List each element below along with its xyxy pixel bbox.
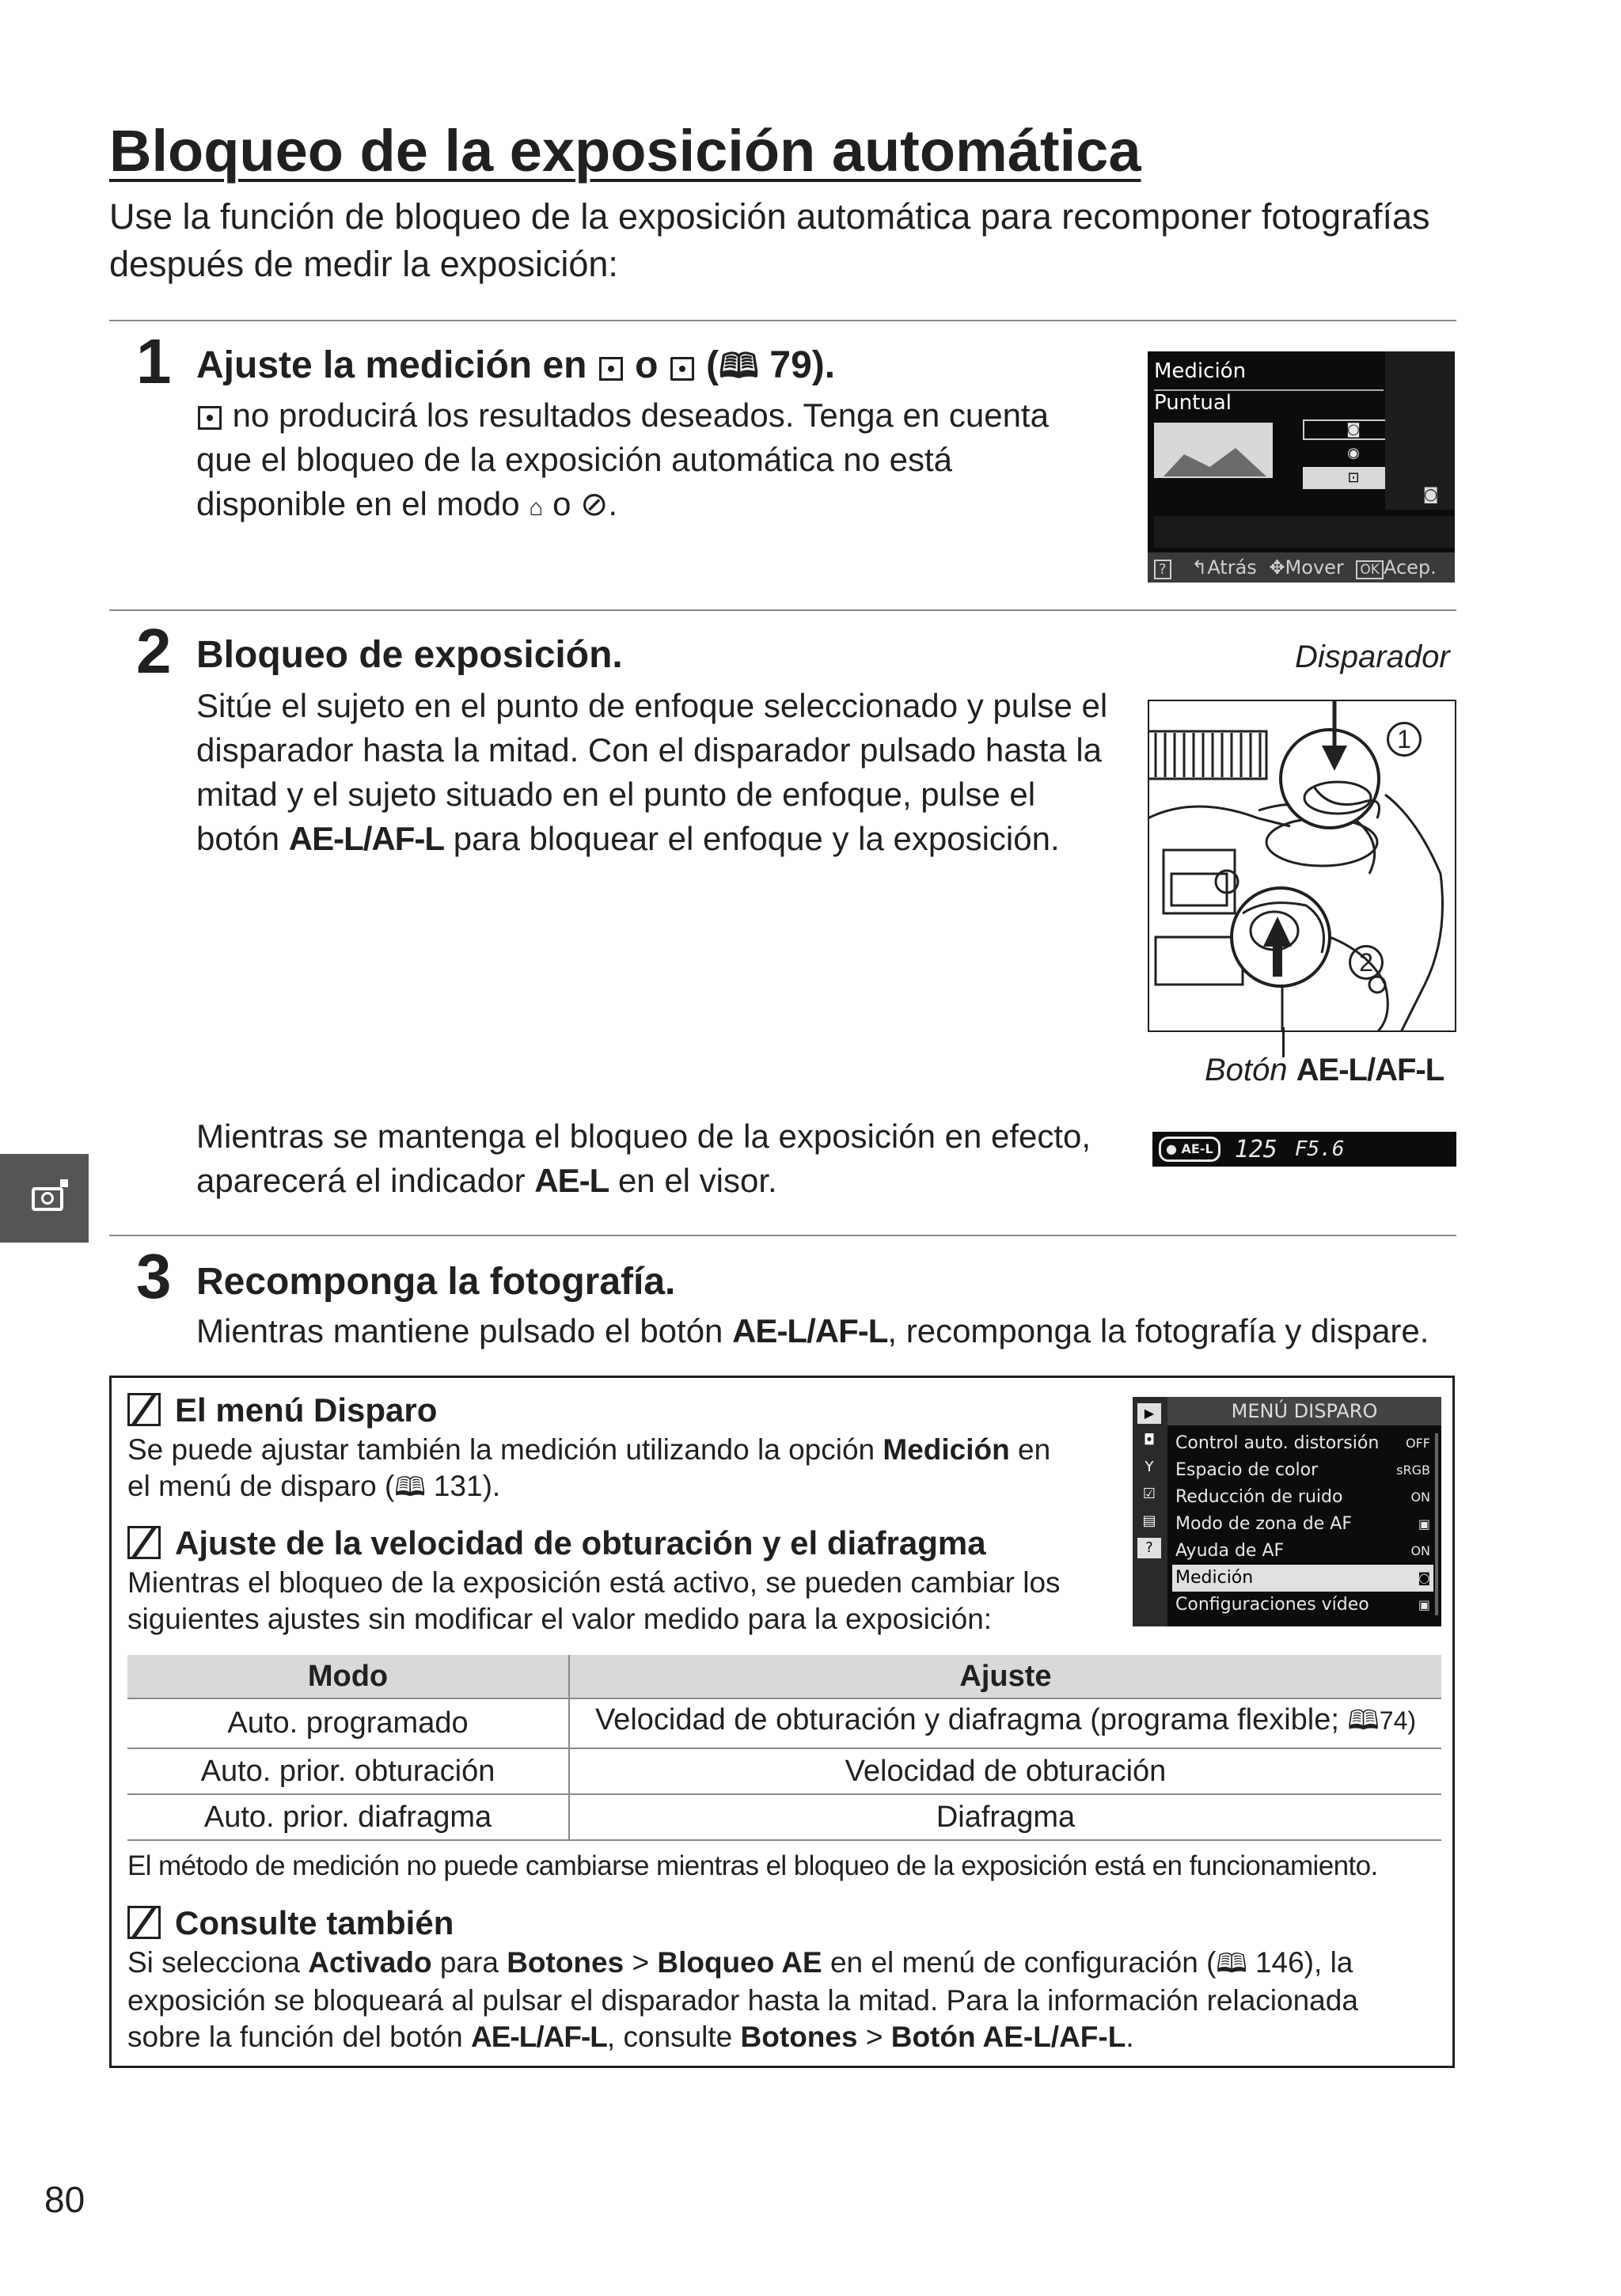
book-icon: 🕮 <box>719 347 760 385</box>
table-cell-mode: Auto. prior. diafragma <box>127 1794 569 1840</box>
callout-2: 2 <box>1349 945 1384 980</box>
see-also-heading <box>127 1903 454 1943</box>
menu-item-label: Modo de zona de AF <box>1175 1514 1352 1534</box>
menu-item-label: Reducción de ruido <box>1175 1487 1343 1507</box>
step-1-heading-ref: 79). <box>769 344 836 386</box>
step-2-after-line2: aparecerá el indicador <box>196 1162 526 1199</box>
note-menu-text-post: en <box>1018 1433 1051 1466</box>
table-cell-mode: Auto. programado <box>127 1698 569 1748</box>
sparkle-icon <box>60 1179 68 1187</box>
book-icon: 🕮 <box>394 1473 426 1502</box>
flash-off-icon: ⊘ <box>580 485 609 522</box>
see-also-l3b: AE-L/AF-L <box>471 2021 607 2053</box>
menu-tab-column <box>1133 1397 1167 1626</box>
see-also-l3f: Botón AE-L/AF-L <box>890 2021 1126 2053</box>
table-row <box>127 1794 1441 1840</box>
auto-mode-icon: ⌂ <box>529 495 544 521</box>
shutter-speed-readout: 125 <box>1234 1135 1277 1163</box>
callout-1: 1 <box>1387 722 1422 757</box>
note-speed-line1: Mientras el bloqueo de la exposición está activo, se pueden cambiar los <box>127 1566 1061 1599</box>
table-cell-mode: Auto. prior. obturación <box>127 1748 569 1794</box>
menu-item-value: ◙ <box>1418 1570 1430 1585</box>
see-also-l1g: en el menú de configuración ( <box>829 1946 1217 1979</box>
step-2-body-line1: Sitúe el sujeto en el punto de enfoque seleccionado y pulse el <box>196 687 1108 724</box>
ae-l-button-label <box>1205 1053 1444 1088</box>
menu-item-value: OFF <box>1406 1436 1430 1451</box>
menu-item-value: sRGB <box>1396 1463 1430 1478</box>
menu-item[interactable] <box>1172 1592 1433 1619</box>
ae-l-af-l-label: AE-L/AF-L <box>732 1312 888 1349</box>
ae-l-badge: ● AE-L <box>1159 1137 1220 1162</box>
back-icon: ↰ <box>1191 556 1208 579</box>
step-2-body-line3: mitad y el sujeto situado en el punto de enfoque, pulse el <box>196 776 1036 813</box>
menu-item[interactable] <box>1172 1457 1433 1484</box>
see-also-l1a: Si selecciona <box>127 1946 301 1979</box>
footer-back: Atrás <box>1207 556 1257 579</box>
step-1-heading-text: Ajuste la medición en <box>196 344 587 386</box>
step-3-body <box>196 1309 1429 1353</box>
step-2-number: 2 <box>136 616 172 686</box>
book-icon: 🕮 <box>1216 1949 1247 1979</box>
step-3-body-post: , recomponga la fotografía y dispare. <box>887 1312 1429 1349</box>
table-header-row <box>127 1655 1441 1698</box>
step-2-after-line1: Mientras se mantenga el bloqueo de la exposición en efecto, <box>196 1118 1091 1155</box>
ok-icon: OK <box>1356 560 1384 579</box>
step-2-body-line4: botón <box>196 820 280 857</box>
spot-option-selected[interactable]: ⊡ <box>1303 467 1404 489</box>
step-3-body-pre: Mientras mantiene pulsado el botón <box>196 1312 723 1349</box>
menu-item-selected[interactable] <box>1172 1565 1433 1592</box>
step-2-after-text <box>196 1114 1130 1203</box>
help-icon: ? <box>1154 560 1171 579</box>
menu-item-label: Configuraciones vídeo <box>1175 1595 1369 1615</box>
step-1-body-line2: que el bloqueo de la exposición automática no está <box>196 441 953 478</box>
table-header-setting: Ajuste <box>569 1655 1441 1698</box>
shooting-menu-icon[interactable]: ◘ <box>1143 1432 1156 1448</box>
menu-item-value: ON <box>1410 1490 1430 1505</box>
spot-metering-icon <box>670 357 694 381</box>
table-cell-setting: Diafragma <box>936 1800 1076 1834</box>
see-also-l3d: Botones <box>740 2021 858 2053</box>
note-menu-text-l2: el menú de disparo ( <box>127 1470 395 1502</box>
note-speed-line2: siguientes ajustes sin modificar el valor medido para la exposición: <box>127 1603 993 1635</box>
playback-menu-icon[interactable]: ▶ <box>1137 1403 1161 1424</box>
table-row <box>127 1748 1441 1794</box>
footer-ok: Acep. <box>1383 556 1437 579</box>
step-1-heading <box>196 342 835 390</box>
table-cell-setting-text: Velocidad de obturación y diafragma (programa flexible; <box>594 1703 1339 1736</box>
note-menu-text-ref: 131). <box>433 1470 501 1502</box>
matrix-metering-icon <box>599 357 623 381</box>
step-2-after-line2-post: en el visor. <box>617 1162 777 1199</box>
shooting-menu-title: MENÚ DISPARO <box>1167 1397 1441 1425</box>
step-1-number: 1 <box>136 326 172 397</box>
help-icon[interactable]: ? <box>1137 1538 1161 1558</box>
step-1-body-or: o <box>552 485 571 522</box>
menu-item-label: Espacio de color <box>1175 1460 1319 1480</box>
ae-l-button-label-name: AE-L/AF-L <box>1296 1053 1444 1087</box>
menu-item-value: ▣ <box>1418 1516 1430 1531</box>
step-2-body-line2: disparador hasta la mitad. Con el disparador pulsado hasta la <box>196 731 1103 768</box>
see-also-l3e: > <box>865 2021 883 2053</box>
see-also-l1b: Activado <box>308 1946 432 1979</box>
table-row <box>127 1698 1441 1748</box>
scrollbar[interactable] <box>1435 1433 1438 1615</box>
table-cell-setting: Velocidad de obturación <box>845 1754 1167 1788</box>
matrix-option[interactable]: ◙ <box>1303 419 1404 440</box>
center-weighted-metering-icon <box>198 406 222 430</box>
see-also-l1e: > <box>632 1946 650 1979</box>
see-also-l3c: , consulte <box>606 2021 733 2053</box>
dim-info-panel <box>1385 351 1455 510</box>
step-2-body <box>196 684 1130 861</box>
metering-menu-screen <box>1148 351 1455 583</box>
see-also-l3g: . <box>1126 2021 1134 2053</box>
menu-item[interactable] <box>1172 1511 1433 1538</box>
menu-item[interactable] <box>1172 1538 1433 1565</box>
step-2-body-line4-post: para bloquear el enfoque y la exposición. <box>453 820 1060 857</box>
see-also-l1f: Bloqueo AE <box>657 1946 822 1979</box>
step-3-number: 3 <box>136 1241 172 1311</box>
note-menu-text <box>127 1432 1109 1506</box>
divider <box>109 320 1456 321</box>
table-header-mode: Modo <box>127 1655 569 1698</box>
note-pencil-icon <box>127 1526 161 1559</box>
viewfinder-display <box>1152 1132 1456 1167</box>
note-menu-heading <box>127 1391 437 1430</box>
step-1-body <box>196 393 1099 530</box>
divider <box>109 1235 1456 1236</box>
step-1-body-line1: no producirá los resultados deseados. Tenga en cuenta <box>232 397 1049 434</box>
note-pencil-icon <box>127 1906 161 1939</box>
note-menu-text-pre: Se puede ajustar también la medición utilizando la opción <box>127 1433 875 1466</box>
shutter-release-label: Disparador <box>1295 639 1450 674</box>
menu-item-label: Control auto. distorsión <box>1175 1433 1380 1453</box>
setup-menu-icon[interactable]: Y <box>1145 1459 1154 1475</box>
note-speed-text <box>127 1565 1125 1638</box>
retouch-menu-icon[interactable]: ☑ <box>1142 1486 1156 1502</box>
step-1-body-end: . <box>608 485 617 522</box>
step-1-heading-paren: ( <box>706 344 719 386</box>
footer-move: Mover <box>1285 556 1344 579</box>
chapter-tab <box>0 1154 89 1243</box>
camera-lens-icon <box>41 1192 54 1205</box>
note-speed-heading-text: Ajuste de la velocidad de obturación y el diafragma <box>175 1524 986 1562</box>
menu-item-value: ▣ <box>1418 1597 1430 1612</box>
shooting-menu-list <box>1172 1430 1433 1619</box>
page-number: 80 <box>44 2179 85 2220</box>
metering-menu-footer <box>1148 552 1455 583</box>
note-speed-heading <box>127 1524 986 1563</box>
metering-indicator-icon: ◙ <box>1423 484 1439 503</box>
ae-l-af-l-label: AE-L/AF-L <box>288 820 445 857</box>
recent-settings-icon[interactable]: ▤ <box>1142 1512 1156 1529</box>
ae-l-badge-text: AE-L <box>1181 1141 1213 1156</box>
adjustment-table <box>127 1655 1441 1841</box>
step-1-heading-or: o <box>635 344 659 386</box>
aperture-readout: F5.6 <box>1294 1137 1345 1161</box>
divider <box>109 609 1456 611</box>
note-menu-heading-text: El menú Disparo <box>175 1391 438 1429</box>
book-icon: 🕮 <box>1347 1706 1380 1736</box>
see-also-l1d: Botones <box>507 1946 624 1979</box>
metering-menu-selected: Puntual <box>1154 391 1232 415</box>
step-2-heading: Bloqueo de exposición. <box>196 634 623 676</box>
see-also-l2: exposición se bloqueará al pulsar el disparador hasta la mitad. Para la información relacionada <box>127 1984 1358 2017</box>
shooting-menu-screen <box>1133 1397 1441 1626</box>
see-also-l3a: sobre la función del botón <box>127 2021 463 2053</box>
metering-note: El método de medición no puede cambiarse mientras el bloqueo de la exposición está en funcionamiento. <box>127 1850 1378 1881</box>
step-3-heading: Recomponga la fotografía. <box>196 1261 676 1303</box>
metering-menu-title: Medición <box>1154 359 1247 383</box>
notes-box <box>109 1376 1455 2068</box>
menu-item-label: Ayuda de AF <box>1175 1541 1285 1561</box>
center-weighted-option[interactable]: ◉ <box>1347 445 1360 461</box>
menu-item[interactable] <box>1172 1484 1433 1511</box>
multi-selector-icon: ✥ <box>1269 556 1285 579</box>
dim-bottom-panel <box>1154 516 1455 548</box>
see-also-l1c: para <box>439 1946 499 1979</box>
note-pencil-icon <box>127 1393 161 1426</box>
see-also-l1h: 146), la <box>1255 1946 1353 1979</box>
table-cell-ref: 74) <box>1379 1706 1417 1735</box>
note-menu-text-bold: Medición <box>883 1433 1010 1466</box>
menu-item[interactable] <box>1172 1430 1433 1457</box>
ae-l-button-label-pre: Botón <box>1205 1053 1288 1087</box>
table-cell-setting <box>569 1698 1441 1748</box>
see-also-heading-text: Consulte también <box>175 1904 454 1941</box>
ae-l-indicator-text: AE-L <box>534 1162 609 1199</box>
see-also-text <box>127 1945 1441 2055</box>
intro-text: Use la función de bloqueo de la exposición automática para recomponer fotografías después de medir la exposición: <box>109 196 1430 284</box>
menu-item-value: ON <box>1410 1543 1430 1558</box>
step-1-body-line3: disponible en el modo <box>196 485 520 522</box>
menu-item-label: Medición <box>1175 1568 1254 1588</box>
page-title: Bloqueo de la exposición automática <box>109 118 1141 184</box>
